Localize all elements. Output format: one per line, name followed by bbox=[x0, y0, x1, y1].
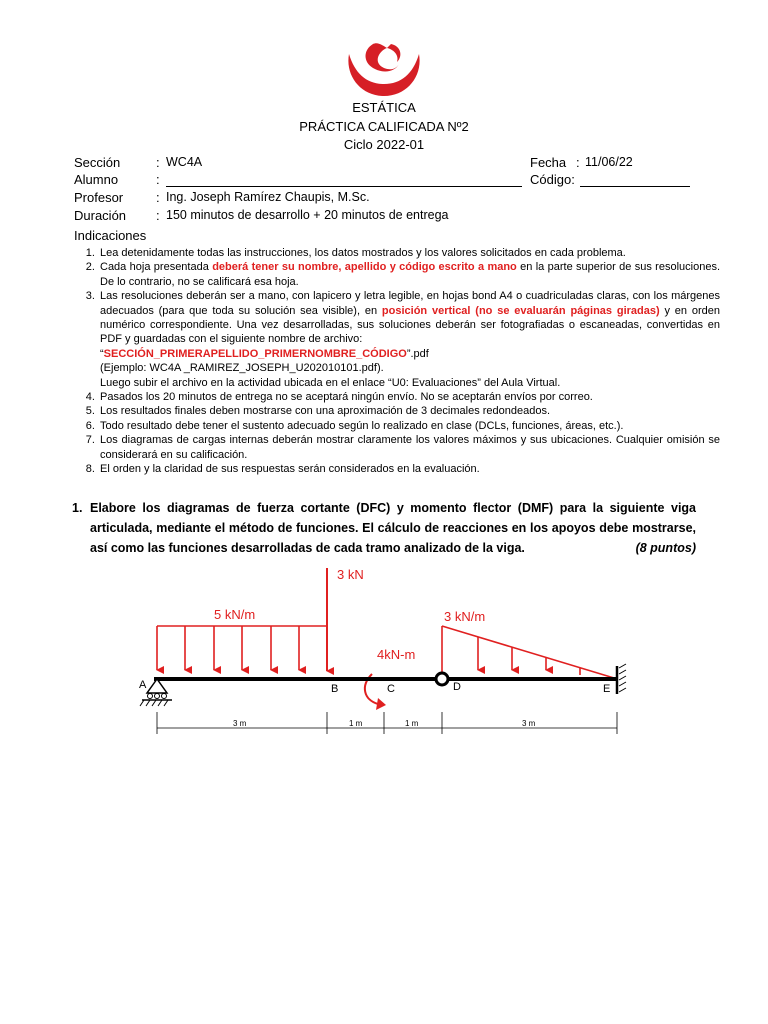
profesor-value: Ing. Joseph Ramírez Chaupis, M.Sc. bbox=[166, 190, 370, 204]
exam-subtitle: PRÁCTICA CALIFICADA Nº2 bbox=[299, 119, 469, 134]
duracion-value: 150 minutos de desarrollo + 20 minutos de entrega bbox=[166, 208, 449, 222]
alumno-blank-line bbox=[166, 186, 522, 187]
point-load-label: 3 kN bbox=[337, 567, 364, 582]
indicaciones-label: Indicaciones bbox=[74, 228, 147, 243]
question-number: 1. bbox=[72, 501, 83, 515]
label-C: C bbox=[387, 683, 395, 695]
distributed-load-triangular bbox=[442, 609, 614, 678]
codigo-blank-line bbox=[580, 186, 690, 187]
instruction-item: 5. Los resultados finales deben mostrarse con una aproximación de 3 decimales redondeados. bbox=[98, 404, 720, 418]
question-1 bbox=[72, 498, 696, 558]
instructions-list bbox=[74, 246, 720, 477]
filename-format: SECCIÓN_PRIMERAPELLIDO_PRIMERNOMBRE_CÓDIGO bbox=[103, 347, 407, 360]
udl-label: 5 kN/m bbox=[214, 607, 256, 622]
university-logo bbox=[343, 40, 425, 102]
codigo-label: Código: bbox=[530, 172, 575, 187]
instruction-item: 1. Lea detenidamente todas las instrucciones, los datos mostrados y los valores solicitados en cada problema. bbox=[98, 246, 720, 260]
moment-label: 4kN-m bbox=[377, 647, 416, 662]
fecha-value: 11/06/22 bbox=[585, 155, 633, 169]
dim-label: 1 m bbox=[405, 719, 419, 728]
colon: : bbox=[576, 155, 580, 170]
fixed-support bbox=[617, 664, 626, 694]
label-D: D bbox=[453, 681, 461, 693]
instruction-item: 6. Todo resultado debe tener el sustento adecuado según lo realizado en clase (DCLs, funciones, áreas, etc.). bbox=[98, 419, 720, 433]
exam-cycle: Ciclo 2022-01 bbox=[343, 137, 425, 152]
triangular-load-label: 3 kN/m bbox=[444, 609, 486, 624]
label-E: E bbox=[603, 683, 611, 695]
question-text: Elabore los diagramas de fuerza cortante (DFC) y momento flector (DMF) para la siguiente viga articulada, mediante el método de funciones. El cálculo de reacciones en los apoyos debe mostrarse, así como las funciones desarrolladas de cada tramo analizado de la viga. bbox=[90, 501, 696, 555]
instruction-item: 4. Pasados los 20 minutos de entrega no se aceptará ningún envío. No se aceptarán envíos por correo. bbox=[98, 390, 720, 404]
profesor-label: Profesor bbox=[74, 190, 124, 205]
alumno-label: Alumno bbox=[74, 172, 119, 187]
beam-diagram bbox=[0, 560, 768, 740]
colon: : bbox=[156, 172, 160, 187]
dim-label: 3 m bbox=[522, 719, 536, 728]
instruction-item: 7. Los diagramas de cargas internas deberán mostrar claramente los valores máximos y sus ubicaciones. Cualquier omisión se considerará en su calificación. bbox=[98, 433, 720, 462]
question-points: (8 puntos) bbox=[635, 541, 696, 555]
fecha-label: Fecha bbox=[530, 155, 567, 170]
colon: : bbox=[156, 190, 160, 205]
hinge bbox=[436, 673, 448, 685]
dim-label: 1 m bbox=[349, 719, 363, 728]
colon: : bbox=[156, 208, 160, 223]
duracion-label: Duración bbox=[74, 208, 127, 223]
dim-label: 3 m bbox=[233, 719, 247, 728]
colon: : bbox=[156, 155, 160, 170]
seccion-label: Sección bbox=[74, 155, 121, 170]
label-A: A bbox=[139, 679, 147, 691]
dimension-line bbox=[157, 712, 617, 734]
instruction-item: 3. Las resoluciones deberán ser a mano, con lapicero y letra legible, en hojas bond A4 o cuadriculadas claras, con los márgenes adecuados (para que toda su solución sea visible), en posición vertical (no se evaluarán páginas giradas) y en orden numérico correspondiente. Una vez desarrolladas, sus soluciones deberán ser fotografiadas o escaneadas, convertidas en PDF y guardadas con el siguiente nombre de archivo: “SECCIÓN_PRIMERAPELLIDO_PRIMERNOMBRE_CÓDIGO”.pdf (Ejemplo: WC4A _RAMIREZ_JOSEPH_U202010101.pdf). Luego subir el archivo en la actividad ubicada en el enlace “U0: Evaluaciones” del Aula Virtual. bbox=[98, 289, 720, 390]
seccion-value: WC4A bbox=[166, 155, 203, 169]
instruction-item: 2. Cada hoja presentada deberá tener su nombre, apellido y código escrito a mano en la parte superior de sus resoluciones. De lo contrario, no se calificará esa hoja. bbox=[98, 260, 720, 289]
distributed-load-udl bbox=[157, 607, 328, 670]
instruction-item: 8. El orden y la claridad de sus respuestas serán considerados en la evaluación. bbox=[98, 462, 720, 476]
page-title: ESTÁTICA bbox=[352, 100, 416, 115]
point-load bbox=[327, 567, 364, 671]
label-B: B bbox=[331, 683, 339, 695]
